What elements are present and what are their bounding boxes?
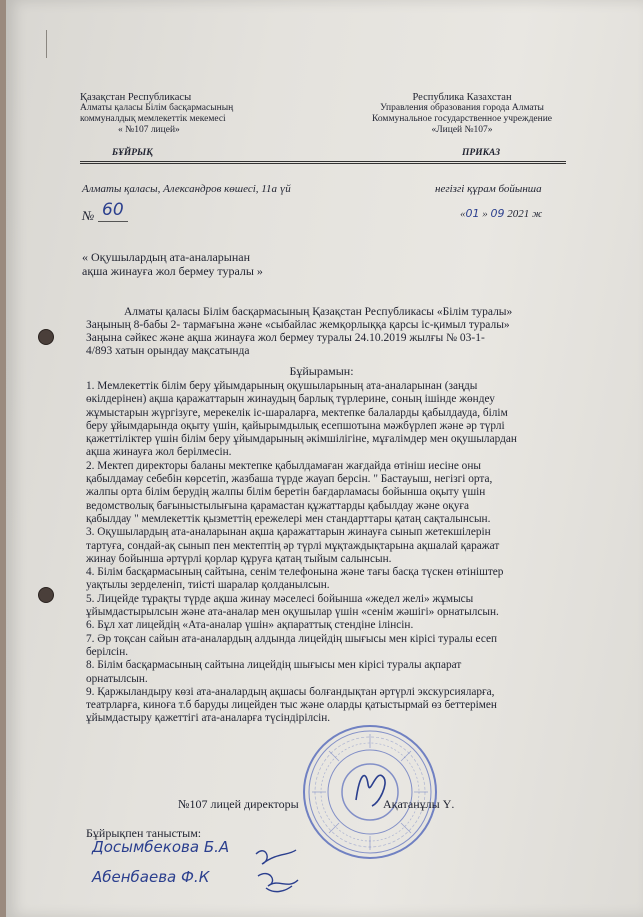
item-line: 7. Әр тоқсан сайын ата-аналардың алдында лицейдің шығысы мен кірісі туралы есеп: [86, 632, 498, 645]
title-line: « Оқушылардың ата-аналарынан: [82, 250, 250, 264]
handwritten-name: Досымбекова Б.А: [92, 838, 230, 856]
item-line: беру ұйымдарында оқыту үшін, қайырымдылық есепшотына мәжбүрлеп және әр түрлі: [86, 419, 505, 432]
date-suffix: 2021 ж: [504, 208, 543, 220]
punch-hole: [39, 330, 53, 344]
order-number-label: №: [82, 208, 95, 223]
item-line: 9. Қаржыландыру көзі ата-аналардың ақшасы болғандықтан әртүрлі экскурсияларға,: [86, 685, 495, 698]
item-line: 1. Мемлекеттік білім беру ұйымдарының оқушыларының ата-аналарынан (заңды: [86, 380, 478, 392]
order-date: [460, 207, 542, 220]
header-left-line: коммуналдық мемлекеттік мекемесі: [80, 114, 226, 124]
handwritten-name: Абенбаева Ф.К: [92, 868, 210, 886]
item-line: ақша жинауға жол берілмесін.: [86, 446, 232, 459]
order-label-ru: ПРИКАЗ: [462, 148, 501, 158]
title-line: ақша жинауға жол бермеу туралы »: [82, 264, 263, 278]
handwritten-signature-icon: [248, 842, 308, 898]
item-line: 6. Бұл хат лицейдің «Ата-аналар үшін» ақпараттық стендіне ілінсін.: [86, 619, 414, 632]
order-items: [86, 380, 576, 726]
item-line: қабылдау " мемлекеттік қызметтің ережелері мен стандарттары қатаң сақталынсын.: [86, 512, 491, 525]
item-line: жұмыстарын жүргізуге, мерекелік іс-шараларға, мектепке балаларды қабылдауда, білім: [86, 406, 508, 419]
item-line: орнатылсын.: [86, 672, 148, 685]
item-line: жинау бойынша әртүрлі қорлар құруға қатаң тыйым салынсын.: [86, 552, 392, 565]
paper-fold-mark: [46, 30, 47, 58]
header-right-line: Республика Казахстан: [412, 92, 512, 103]
item-line: жалпы орта білім берудің жалпы білім беретін бағдарламасы бойынша оқыту үшін: [86, 486, 486, 499]
item-line: қажеттіліктер үшін білім беру ұйымдарының әкімшілігіне, мұғалімдер мен оқушылардан: [86, 433, 517, 446]
header-left-line: Алматы қаласы Білім басқармасының: [80, 103, 234, 113]
intro-line: Заңының 8-бабы 2- тармағына және «сыбайлас жемқорлыққа қарсы іс-қимыл туралы»: [86, 319, 510, 331]
date-day: 01: [465, 207, 480, 220]
header-right-line: Управления образования города Алматы: [380, 103, 544, 113]
header-right-line: Коммунальное государственное учреждение: [372, 114, 553, 124]
official-round-stamp: [300, 722, 440, 862]
intro-line: Заңына сәйкес және ақша жинауға жол бермеу туралы 24.10.2019 жылғы № 03-1-: [86, 332, 485, 344]
item-line: 3. Оқушылардың ата-аналарынан ақша қаражаттарын жинауға сынып жетекшілерін: [86, 526, 491, 539]
date-mid: »: [479, 208, 491, 220]
signature-name: Ақатанұлы Ү.: [383, 797, 455, 811]
item-line: 8. Білім басқармасының сайтына лицейдің шығысы мен кірісі туралы ақпарат: [86, 659, 462, 672]
item-line: ұйымдастыру қажеттігі ата-аналарға түсіндірілсін.: [86, 712, 331, 725]
item-line: өкілдерінен) ақша қаражаттарын жинаудың барлық түрлерине, соның ішінде жөндеу: [86, 393, 495, 406]
item-line: уақтылы зерделеніп, тиісті шаралар қолданылсын.: [86, 579, 330, 592]
signature-title: №107 лицей директоры: [178, 797, 299, 811]
item-line: театрларға, киноға т.б баруды лицейден тыс және оларды қатыстырмай өз беттерімен: [86, 699, 497, 712]
document-title: [82, 250, 263, 278]
order-label-kz: БҰЙРЫҚ: [112, 148, 153, 158]
item-line: 4. Білім басқармасының сайтына, сенім телефонына және тағы басқа түскен өтініштер: [86, 566, 504, 579]
item-line: тартуға, сондай-ақ сынып пен мектептің әр түрлі мұқтаждықтарына ақшалай қаражат: [86, 539, 500, 552]
header-left-line: Қазақстан Республикасы: [80, 92, 192, 103]
item-line: ұйымдастырылсын және ата-аналар мен оқушылар үшін «сенім жәшігі» орнатылсын.: [86, 606, 499, 619]
order-basis: негізгі құрам бойынша: [435, 183, 542, 195]
item-line: 5. Лицейде тұрақты түрде ақша жинау мәселесі бойынша «жедел желі» жұмысы: [86, 592, 474, 605]
header-right: [372, 92, 552, 136]
item-line: ведомстволық бағыныстылығына қарамастан құжаттарды қабылдау және оқуға: [86, 499, 470, 512]
date-month: 09: [490, 207, 505, 220]
number-underline: [98, 221, 128, 222]
intro-paragraph: [86, 306, 571, 358]
item-line: 2. Мектеп директоры баланы мектепке қабылдамаған жағдайда өтініш иесіне оны: [86, 459, 481, 472]
date-prefix: «: [460, 208, 466, 220]
item-line: қабылдамау себебін көрсетіп, жазбаша түрде жауап берсін. " Бастауыш, негізгі орта,: [86, 473, 493, 486]
decree-heading: Бұйырамын:: [289, 364, 354, 378]
punch-hole: [39, 588, 53, 602]
header-left-line: « №107 лицей»: [118, 125, 180, 135]
header-right-line: «Лицей №107»: [431, 125, 493, 135]
header-rule: [80, 161, 566, 162]
order-number-handwritten: 60: [102, 200, 124, 220]
intro-line: Алматы қаласы Білім басқармасының Қазақстан Республикасы «Білім туралы»: [124, 306, 513, 318]
place-address: Алматы қаласы, Александров көшесі, 11а үй: [82, 183, 291, 195]
acknowledged-label: Бұйрықпен таныстым:: [86, 826, 202, 840]
intro-line: 4/893 хатын орындау мақсатында: [86, 345, 250, 357]
item-line: берілсін.: [86, 645, 129, 658]
header-left: [80, 92, 233, 136]
header-rule: [80, 163, 566, 164]
